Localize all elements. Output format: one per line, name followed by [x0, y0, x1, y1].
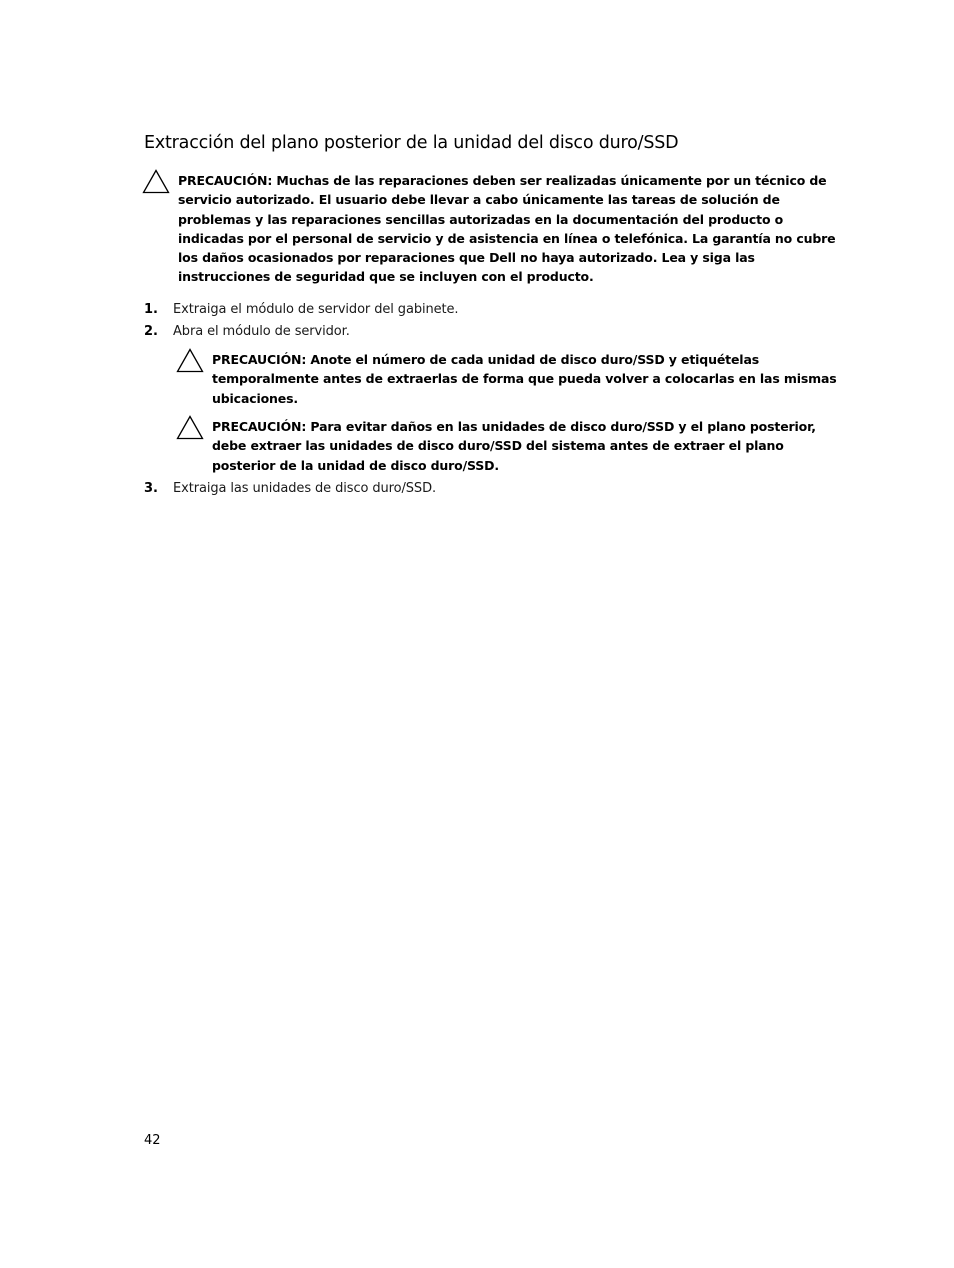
- step-item: [144, 480, 436, 498]
- step-item: [144, 323, 350, 341]
- section-title: Extracción del plano posterior de la unidad del disco duro/SSD: [144, 133, 679, 153]
- step-number: 3.: [144, 481, 158, 496]
- step-text: Extraiga el módulo de servidor del gabinete.: [173, 302, 459, 317]
- caution-text: PRECAUCIÓN: Muchas de las reparaciones deben ser realizadas únicamente por un técnico de servicio autorizado. El usuario debe llevar a cabo únicamente las tareas de solución de problemas y las reparaciones sencillas autorizadas en la documentación del producto o indicadas por el personal de servicio y de asistencia en línea o telefónica. La garantía no cubre los daños ocasionados por reparaciones que Dell no haya autorizado. Lea y siga las instrucciones de seguridad que se incluyen con el producto.: [178, 173, 836, 285]
- step-item: [144, 301, 458, 319]
- step-number: 2.: [144, 324, 158, 339]
- caution-text: PRECAUCIÓN: Anote el número de cada unidad de disco duro/SSD y etiquételas temporalmente antes de extraerlas de forma que pueda volver a colocarlas en las mismas ubicaciones.: [212, 352, 837, 406]
- caution-notice-remove-drives: [176, 417, 842, 475]
- step-number: 1.: [144, 302, 158, 317]
- warning-triangle-icon: [176, 415, 204, 440]
- step-text: Extraiga las unidades de disco duro/SSD.: [173, 481, 437, 496]
- warning-triangle-icon: [142, 169, 170, 194]
- step-text: Abra el módulo de servidor.: [173, 324, 350, 339]
- warning-triangle-icon: [176, 348, 204, 373]
- caution-notice-general: [142, 171, 842, 287]
- page-number: 42: [144, 1133, 161, 1148]
- caution-text: PRECAUCIÓN: Para evitar daños en las unidades de disco duro/SSD y el plano posterior, debe extraer las unidades de disco duro/SSD del sistema antes de extraer el plano posterior de la unidad de disco duro/SSD.: [212, 419, 816, 473]
- caution-notice-label-drives: [176, 350, 842, 408]
